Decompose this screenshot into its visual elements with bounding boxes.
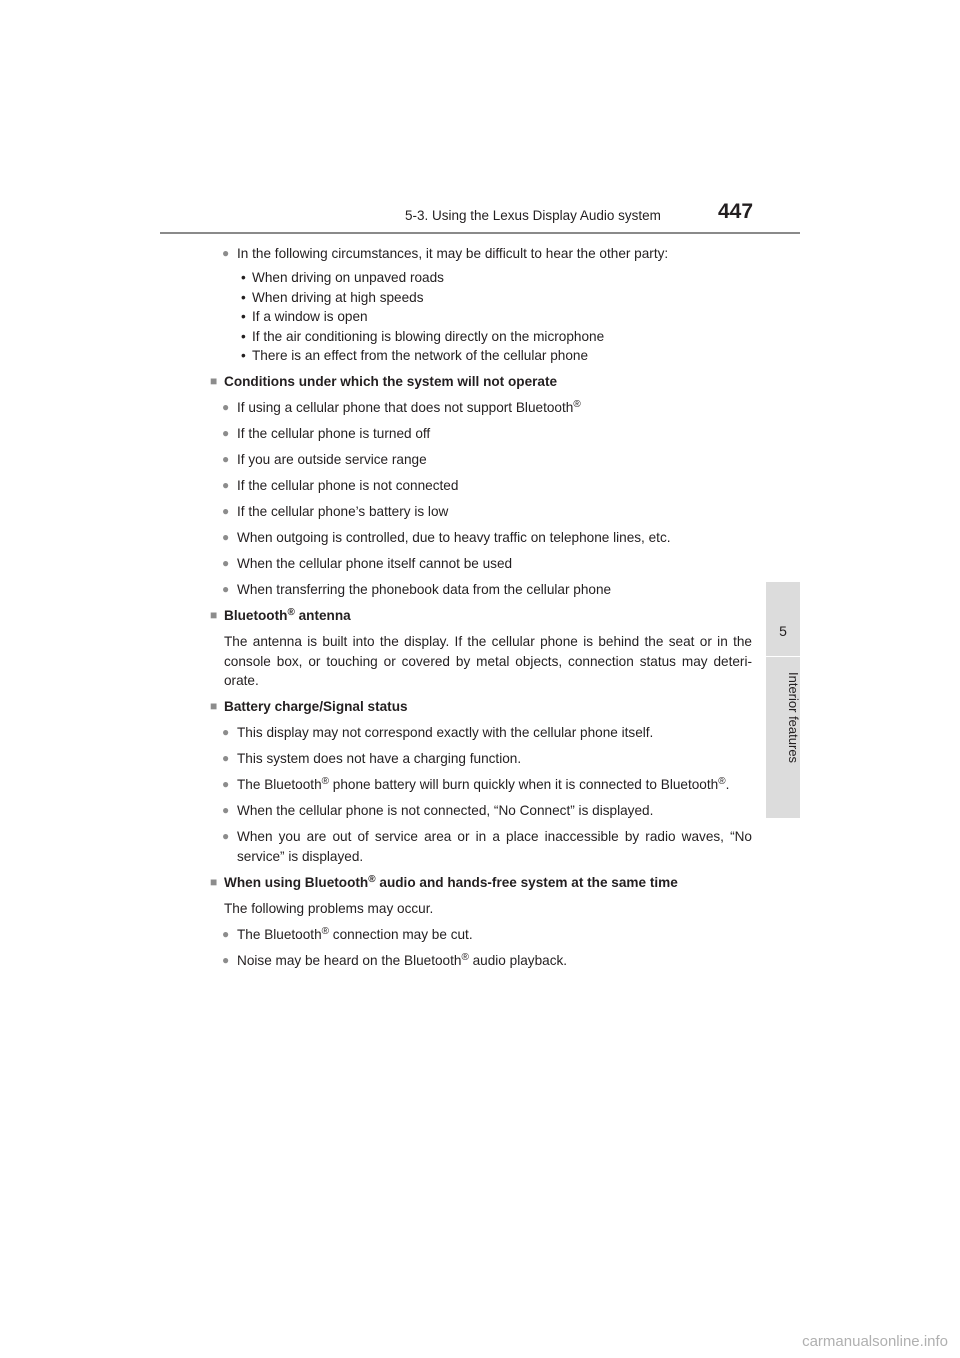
header-divider (160, 232, 800, 234)
item-text: audio playback. (468, 952, 568, 968)
registered-mark: ® (573, 399, 581, 410)
registered-mark: ® (368, 873, 376, 885)
section-heading-battery (210, 697, 752, 717)
heading-text: When using Bluetooth (224, 874, 369, 890)
sub-bullet-icon: • (241, 309, 246, 324)
sub-bullet-icon: • (241, 348, 246, 363)
list-item (210, 749, 752, 769)
sub-bullet-icon: • (241, 328, 246, 344)
item-text: In the following circumstances, it may be difficult to hear the other party: (237, 246, 669, 261)
round-bullet-icon: ● (222, 246, 230, 260)
round-bullet-icon: ● (222, 504, 230, 518)
item-text: If you are outside service range (237, 452, 427, 467)
item-text: When you are out of service area or in a place inaccessible by radio waves, “No service” is displayed. (237, 829, 752, 864)
heading-text: audio and hands-free system at the same time (375, 874, 678, 890)
registered-mark: ® (287, 607, 295, 618)
round-bullet-icon: ● (222, 926, 230, 941)
sub-bullet-icon: • (241, 270, 246, 285)
list-item (210, 450, 752, 470)
section-heading-simultaneous (210, 873, 752, 893)
chapter-title: Interior features (786, 672, 801, 764)
sub-item-text: When driving at high speeds (252, 289, 424, 305)
registered-mark: ® (718, 776, 726, 787)
list-item (210, 723, 752, 743)
item-text: When the cellular phone is not connected, “No Connect” is displayed. (237, 803, 654, 818)
page-number: 447 (718, 200, 754, 223)
item-text: If the cellular phone’s battery is low (237, 504, 449, 519)
list-item (210, 951, 752, 971)
round-bullet-icon: ● (222, 452, 230, 466)
list-item (210, 502, 752, 522)
sub-bullet-icon: • (241, 289, 246, 305)
list-item (210, 925, 752, 945)
list-item (210, 775, 752, 795)
item-text: Noise may be heard on the Bluetooth (237, 952, 462, 968)
sub-list (210, 268, 752, 366)
round-bullet-icon: ● (222, 829, 230, 843)
round-bullet-icon: ● (222, 777, 230, 791)
sub-item-text: If a window is open (252, 309, 368, 324)
heading-text: Battery charge/Signal status (224, 699, 408, 714)
page-content (210, 244, 752, 977)
round-bullet-icon: ● (222, 530, 230, 544)
heading-text: Conditions under which the system will not operate (224, 374, 558, 389)
round-bullet-icon: ● (222, 426, 230, 440)
item-text: phone battery will burn quickly when it is connected to Bluetooth (329, 777, 719, 792)
header-section-title: 5-3. Using the Lexus Display Audio system (405, 208, 661, 223)
round-bullet-icon: ● (222, 556, 230, 570)
round-bullet-icon: ● (222, 751, 230, 765)
sub-list-item (210, 307, 752, 327)
sub-item-text: If the air conditioning is blowing directly on the microphone (252, 328, 605, 344)
chapter-number: 5 (779, 623, 787, 639)
round-bullet-icon: ● (222, 952, 230, 967)
item-text: connection may be cut. (329, 926, 473, 942)
item-text: The Bluetooth (237, 926, 322, 942)
item-text: If using a cellular phone that does not support Bluetooth (237, 400, 574, 415)
item-text: This system does not have a charging function. (237, 751, 522, 766)
list-item (210, 476, 752, 496)
square-bullet-icon: ■ (210, 699, 218, 713)
list-item (210, 424, 752, 444)
side-tab-divider (766, 656, 800, 657)
paragraph-antenna: The antenna is built into the display. If the cellular phone is behind the seat or in the console box, or touching or covered by metal objects, connection status may deteri-orate. (224, 634, 752, 688)
round-bullet-icon: ● (222, 478, 230, 492)
sub-list-item (210, 268, 752, 288)
round-bullet-icon: ● (222, 582, 230, 596)
heading-text: antenna (294, 608, 351, 623)
list-item (210, 244, 752, 264)
registered-mark: ® (321, 925, 330, 937)
heading-text: Bluetooth (224, 608, 288, 623)
registered-mark: ® (321, 776, 330, 787)
sub-item-text: There is an effect from the network of the cellular phone (252, 348, 589, 363)
item-text: If the cellular phone is not connected (237, 478, 459, 493)
sub-list-item (210, 288, 752, 308)
sub-list-item (210, 346, 752, 366)
sub-item-text: When driving on unpaved roads (252, 270, 444, 285)
registered-mark: ® (461, 951, 469, 963)
sub-list-item (210, 327, 752, 347)
item-text: When the cellular phone itself cannot be used (237, 556, 513, 571)
paragraph-simultaneous: The following problems may occur. (224, 900, 434, 916)
round-bullet-icon: ● (222, 803, 230, 817)
item-text: When transferring the phonebook data from the cellular phone (237, 582, 612, 597)
list-item (210, 398, 752, 418)
list-item (210, 801, 752, 821)
square-bullet-icon: ■ (210, 608, 218, 622)
item-text: This display may not correspond exactly with the cellular phone itself. (237, 725, 654, 740)
round-bullet-icon: ● (222, 725, 230, 739)
item-text: If the cellular phone is turned off (237, 426, 431, 441)
item-text: When outgoing is controlled, due to heavy traffic on telephone lines, etc. (237, 530, 671, 545)
list-item (210, 528, 752, 548)
item-text: The Bluetooth (237, 777, 322, 792)
square-bullet-icon: ■ (210, 874, 218, 889)
list-item (210, 580, 752, 600)
list-item (210, 827, 752, 866)
section-heading-antenna (210, 606, 752, 626)
section-heading-conditions (210, 372, 752, 392)
round-bullet-icon: ● (222, 400, 230, 414)
list-item (210, 554, 752, 574)
square-bullet-icon: ■ (210, 374, 218, 388)
item-text: . (725, 777, 730, 792)
watermark: carmanualsonline.info (802, 1333, 948, 1350)
